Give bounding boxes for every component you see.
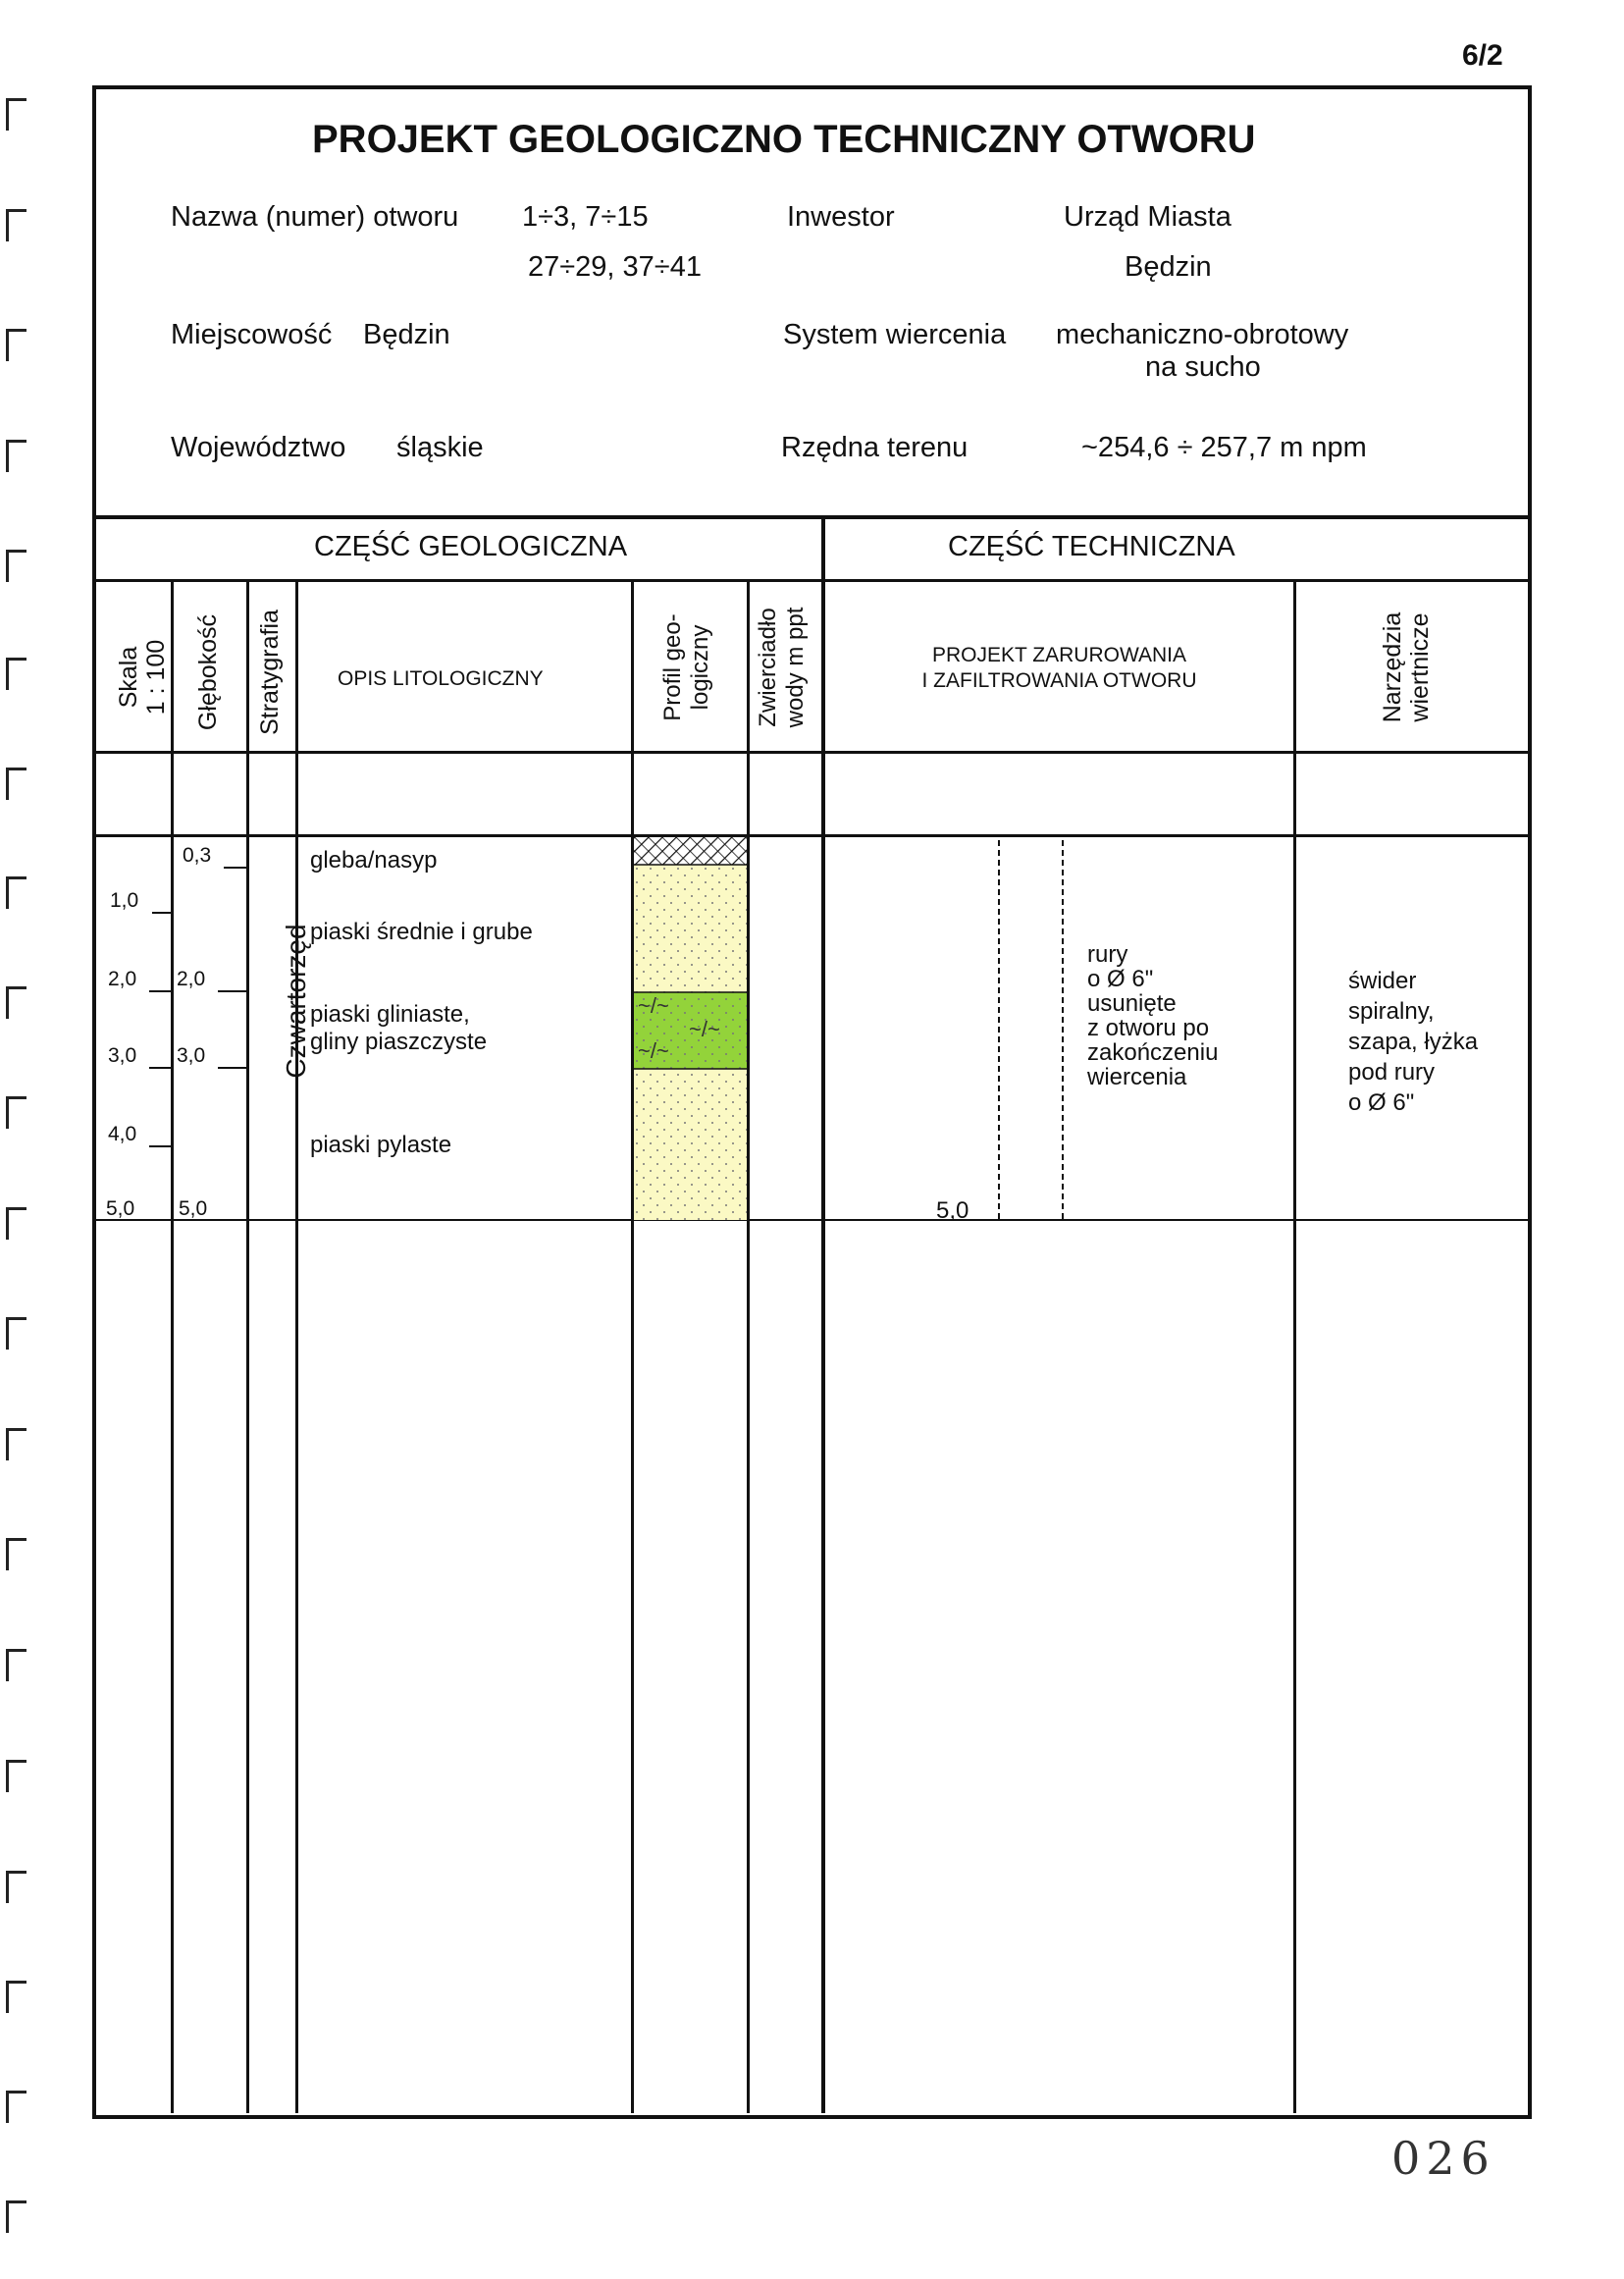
system-value-1: mechaniczno-obrotowy — [1056, 319, 1349, 350]
scale-tick-3: 3,0 — [108, 1044, 137, 1067]
scale-tick-1: 1,0 — [110, 889, 139, 912]
inwestor-label: Inwestor — [787, 201, 895, 233]
depth-mark-2-0 — [218, 990, 247, 992]
casing-note-line: rury — [1087, 941, 1128, 968]
section-geological: CZĘŚĆ GEOLOGICZNA — [314, 531, 628, 562]
col-header-opis: OPIS LITOLOGICZNY — [338, 667, 544, 690]
stamp-number: 026 — [1391, 2132, 1495, 2185]
profile-layer-gleba — [634, 837, 747, 865]
clay-symbol-3: ~/~ — [638, 1038, 669, 1063]
col-header-projekt-line1: PROJEKT ZARUROWANIA — [931, 644, 1187, 666]
col-line-stratygrafia — [295, 579, 298, 2113]
tools-line: pod rury — [1348, 1059, 1436, 1086]
layer-desc-piaski-gliniaste: piaski gliniaste, — [310, 1001, 470, 1028]
col-header-profil-line2: logiczny — [687, 624, 713, 711]
casing-note-line: z otworu po — [1087, 1015, 1210, 1041]
scale-tick-4: 4,0 — [108, 1123, 137, 1145]
depth-0-3: 0,3 — [183, 844, 212, 867]
wojewodztwo-label: Województwo — [171, 432, 346, 463]
system-value-2: na sucho — [1145, 351, 1261, 383]
spacer-divider — [92, 834, 1528, 837]
col-header-narzedzia-line2: wiertnicze — [1406, 612, 1434, 722]
clay-symbol-1: ~/~ — [638, 993, 669, 1018]
col-header-skala — [115, 579, 174, 775]
scale-tick-mark-1 — [152, 912, 172, 914]
miejscowosc-label: Miejscowość — [171, 319, 333, 350]
inwestor-value-1: Urząd Miasta — [1064, 201, 1231, 233]
stratigraphy-label: Czwartorzęd — [281, 924, 311, 1079]
col-header-projekt-line2: I ZAFILTROWANIA OTWORU — [921, 669, 1197, 692]
section-technical: CZĘŚĆ TECHNICZNA — [948, 531, 1235, 562]
casing-notes — [1087, 942, 1218, 1089]
system-label: System wiercenia — [783, 319, 1007, 350]
nazwa-value-1: 1÷3, 7÷15 — [522, 201, 649, 233]
depth-5-0: 5,0 — [179, 1197, 208, 1220]
wojewodztwo-value: śląskie — [396, 432, 484, 463]
col-header-zwierciadlo-line2: wody m ppt — [782, 607, 809, 728]
depth-3-0: 3,0 — [177, 1044, 206, 1067]
header-divider — [92, 515, 1528, 519]
casing-note-line: o Ø 6" — [1087, 966, 1154, 992]
rzedna-value: ~254,6 ÷ 257,7 m npm — [1081, 432, 1367, 463]
profile-layer-piaski-srednie — [634, 865, 747, 992]
nazwa-value-2: 27÷29, 37÷41 — [528, 251, 702, 283]
inwestor-value-2: Będzin — [1125, 251, 1212, 283]
casing-right-line — [1062, 840, 1064, 1219]
col-line-projekt — [1293, 579, 1296, 2113]
profile-layer-piaski-pylaste — [634, 1069, 747, 1220]
col-line-geo-tech — [821, 519, 825, 2113]
page-number: 6/2 — [1462, 39, 1503, 72]
depth-2-0: 2,0 — [177, 968, 206, 990]
col-header-skala-line2: 1 : 100 — [142, 639, 170, 716]
col-header-narzedzia — [1379, 569, 1438, 766]
col-header-zwierciadlo — [755, 569, 813, 766]
depth-mark-3-0 — [218, 1067, 247, 1069]
col-header-narzedzia-line1: Narzędzia — [1379, 611, 1406, 723]
col-line-skala — [171, 579, 174, 2113]
col-header-zwierciadlo-line1: Zwierciadło — [755, 608, 781, 727]
casing-note-line: usunięte — [1087, 990, 1177, 1017]
col-header-glebokosc: Głębokość — [194, 613, 222, 731]
col-header-profil — [659, 569, 718, 766]
form-title: PROJEKT GEOLOGICZNO TECHNICZNY OTWORU — [312, 118, 1256, 161]
layer-desc-gleba: gleba/nasyp — [310, 847, 438, 874]
rzedna-label: Rzędna terenu — [781, 432, 969, 463]
tools-line: spiralny, — [1348, 998, 1435, 1025]
nazwa-label: Nazwa (numer) otworu — [171, 201, 459, 233]
miejscowosc-value: Będzin — [363, 319, 450, 350]
col-line-glebokosc — [246, 579, 249, 2113]
layer-desc-piaski-pylaste: piaski pylaste — [310, 1132, 452, 1158]
col-line-opis — [631, 579, 634, 2113]
col-header-stratygrafia: Stratygrafia — [256, 610, 284, 735]
layer-desc-piaski-srednie: piaski średnie i grube — [310, 919, 533, 945]
tools-line: świder — [1348, 968, 1417, 994]
col-header-profil-line1: Profil geo- — [659, 613, 686, 721]
layer-desc-gliny: gliny piaszczyste — [310, 1029, 488, 1055]
casing-left-line — [998, 840, 1000, 1219]
scale-tick-5: 5,0 — [106, 1197, 135, 1220]
casing-note-line: wiercenia — [1087, 1064, 1187, 1090]
tools-notes — [1348, 966, 1478, 1118]
casing-depth: 5,0 — [936, 1197, 969, 1224]
casing-note-line: zakończeniu — [1087, 1039, 1219, 1066]
tools-line: szapa, łyżka — [1348, 1029, 1479, 1055]
col-header-skala-line1: Skala — [115, 646, 142, 709]
clay-symbol-2: ~/~ — [689, 1017, 720, 1041]
scale-tick-2: 2,0 — [108, 968, 137, 990]
log-bottom-line — [92, 1219, 1528, 1221]
tools-line: o Ø 6" — [1348, 1089, 1415, 1116]
scale-tick-mark-4 — [149, 1145, 172, 1147]
col-line-profil — [747, 579, 750, 2113]
scale-tick-mark-2 — [149, 990, 172, 992]
depth-mark-0-3 — [224, 867, 247, 869]
scale-tick-mark-3 — [149, 1067, 172, 1069]
col-header-projekt — [825, 643, 1293, 694]
